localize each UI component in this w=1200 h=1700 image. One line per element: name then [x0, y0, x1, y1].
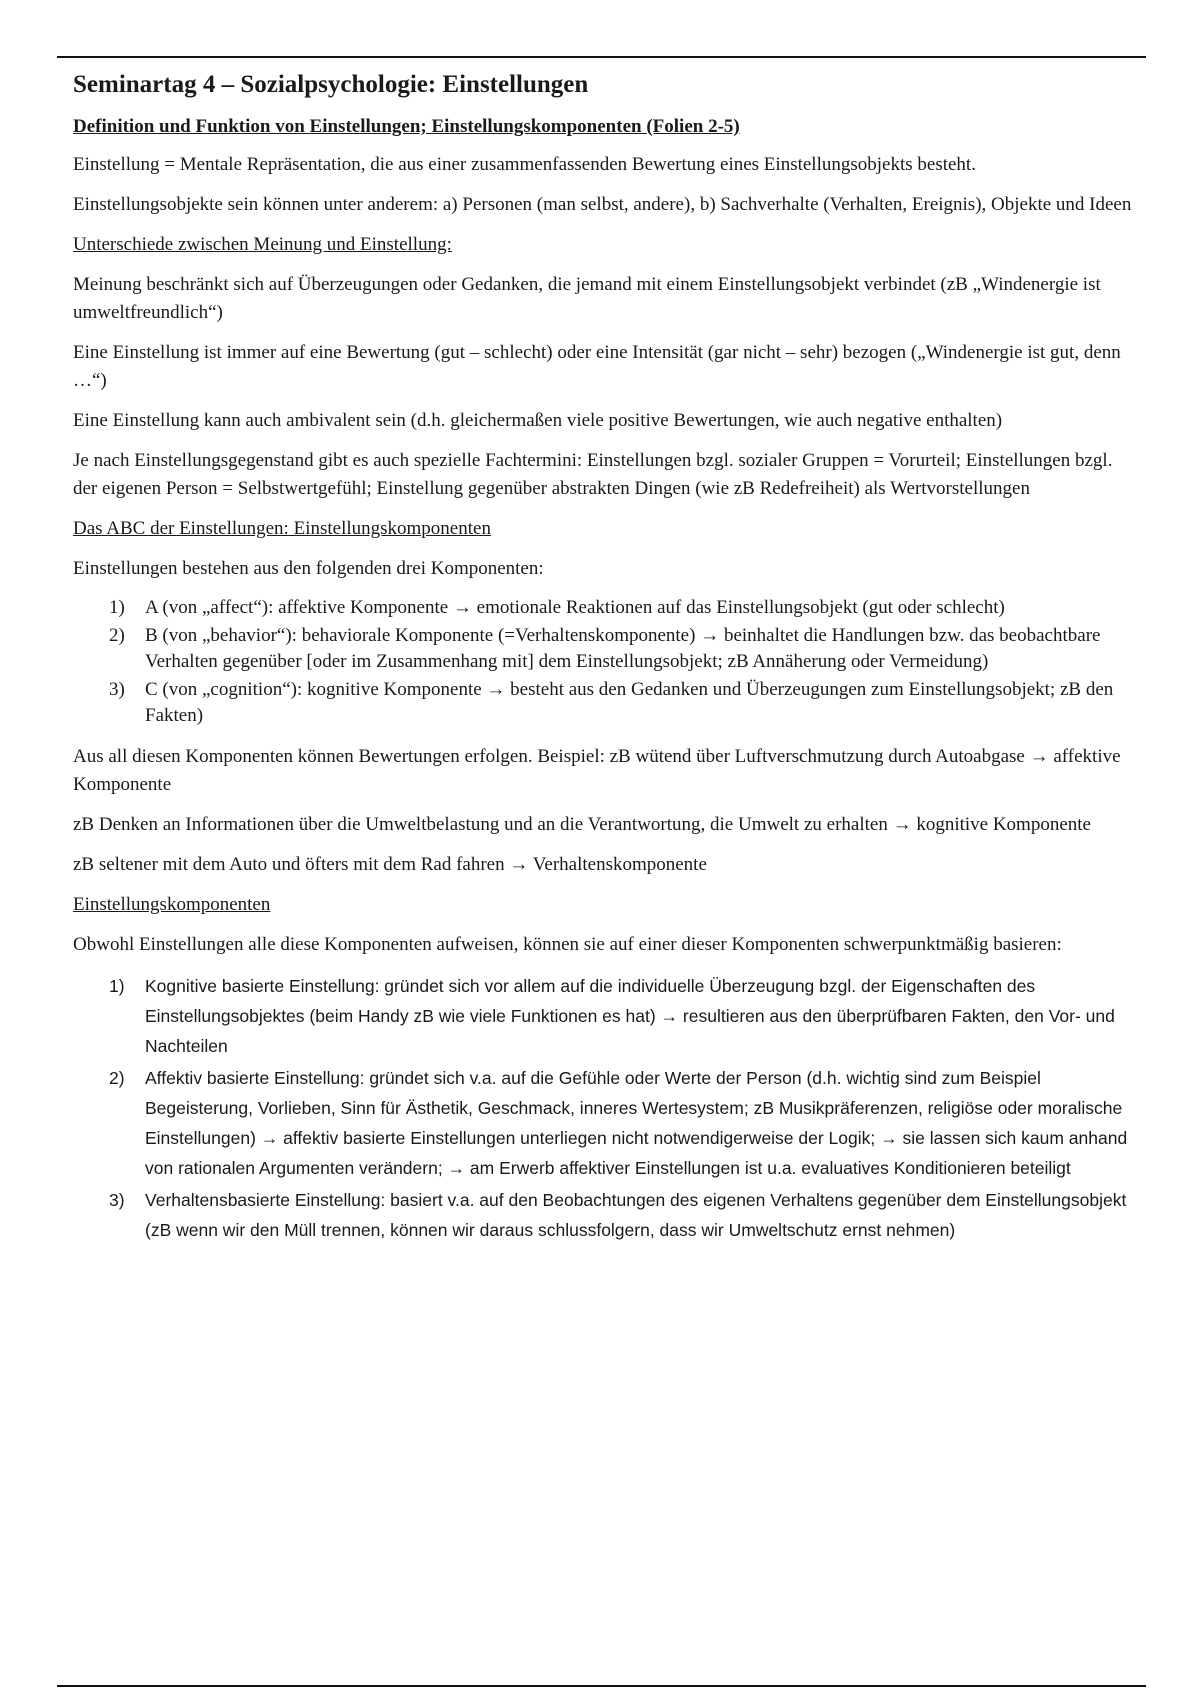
- top-rule: [57, 56, 1146, 58]
- subheading-abc: Das ABC der Einstellungen: Einstellungskomponenten: [73, 518, 491, 539]
- section-heading: Definition und Funktion von Einstellungen; Einstellungskomponenten (Folien 2-5): [73, 116, 740, 137]
- paragraph-opinion: Meinung beschränkt sich auf Überzeugungen oder Gedanken, die jemand mit einem Einstellungsobjekt verbindet (zB „Windenergie ist umweltfreundlich“): [73, 274, 1101, 323]
- paragraph-definition: Einstellung = Mentale Repräsentation, die aus einer zusammenfassenden Bewertung eines Einstellungsobjekts besteht.: [73, 154, 976, 175]
- basis-list: [73, 971, 1133, 1245]
- document-page: [73, 70, 1133, 1259]
- bottom-rule: [57, 1685, 1146, 1687]
- list-number: 2): [109, 625, 125, 646]
- paragraph-example-cognition: zB Denken an Informationen über die Umweltbelastung und an die Verantwortung, die Umwelt zu erhalten → kognitive Komponente: [73, 814, 1091, 835]
- list-number: 1): [109, 597, 125, 618]
- list-text: Verhaltensbasierte Einstellung: basiert v.a. auf den Beobachtungen des eigenen Verhaltens gegenüber dem Einstellungsobjekt (zB wenn wir den Müll trennen, können wir daraus schlussfolgern, dass wir Umweltschutz ernst nehmen): [145, 1190, 1127, 1240]
- list-item: [73, 1063, 1133, 1183]
- list-text: B (von „behavior“): behaviorale Komponente (=Verhaltenskomponente) → beinhaltet die Handlungen bzw. das beobachtbare Verhalten gegenüber [oder im Zusammenhang mit] dem Einstellungsobjekt; zB Annäherung oder Vermeidung): [145, 625, 1101, 672]
- list-item: [73, 971, 1133, 1061]
- list-number: 2): [109, 1068, 125, 1088]
- paragraph-evaluation: Eine Einstellung ist immer auf eine Bewertung (gut – schlecht) oder eine Intensität (gar nicht – sehr) bezogen („Windenergie ist gut, denn …“): [73, 342, 1121, 391]
- page-title: Seminartag 4 – Sozialpsychologie: Einstellungen: [73, 71, 589, 98]
- subheading-components: Einstellungskomponenten: [73, 894, 271, 915]
- paragraph-objects: Einstellungsobjekte sein können unter anderem: a) Personen (man selbst, andere), b) Sachverhalte (Verhalten, Ereignis), Objekte und Ideen: [73, 194, 1132, 215]
- list-number: 3): [109, 679, 125, 700]
- paragraph-ambivalent: Eine Einstellung kann auch ambivalent sein (d.h. gleichermaßen viele positive Bewertungen, wie auch negative enthalten): [73, 410, 1003, 431]
- paragraph-components-intro: Einstellungen bestehen aus den folgenden drei Komponenten:: [73, 558, 544, 579]
- paragraph-example-behavior: zB seltener mit dem Auto und öfters mit dem Rad fahren → Verhaltenskomponente: [73, 854, 707, 875]
- list-number: 1): [109, 976, 125, 996]
- paragraph-example-affect: Aus all diesen Komponenten können Bewertungen erfolgen. Beispiel: zB wütend über Luftverschmutzung durch Autoabgase → affektive Komponente: [73, 746, 1121, 795]
- list-item: [73, 623, 1133, 675]
- paragraph-basis: Obwohl Einstellungen alle diese Komponenten aufweisen, können sie auf einer dieser Komponenten schwerpunktmäßig basieren:: [73, 934, 1062, 955]
- list-text: C (von „cognition“): kognitive Komponente → besteht aus den Gedanken und Überzeugungen zum Einstellungsobjekt; zB den Fakten): [145, 679, 1114, 726]
- abc-list: [73, 595, 1133, 729]
- list-text: Affektiv basierte Einstellung: gründet sich v.a. auf die Gefühle oder Werte der Person (d.h. wichtig sind zum Beispiel Begeisterung, Vorlieben, Sinn für Ästhetik, Geschmack, inneres Wertesystem; zB Musikpräferenzen, religiöse oder moralische Einstellungen) → affektiv basierte Einstellungen unterliegen nicht notwendigerweise der Logik; → sie lassen sich kaum anhand von rationalen Argumenten verändern; → am Erwerb affektiver Einstellungen ist u.a. evaluatives Konditionieren beteiligt: [145, 1068, 1128, 1178]
- list-text: Kognitive basierte Einstellung: gründet sich vor allem auf die individuelle Überzeugung bzgl. der Eigenschaften des Einstellungsobjektes (beim Handy zB wie viele Funktionen es hat) → resultieren aus den überprüfbaren Fakten, den Vor- und Nachteilen: [145, 976, 1115, 1056]
- subheading-opinion-vs-attitude: Unterschiede zwischen Meinung und Einstellung:: [73, 234, 452, 255]
- paragraph-terminology: Je nach Einstellungsgegenstand gibt es auch spezielle Fachtermini: Einstellungen bzgl. sozialer Gruppen = Vorurteil; Einstellungen bzgl. der eigenen Person = Selbstwertgefühl; Einstellung gegenüber abstrakten Dingen (wie zB Redefreiheit) als Wertvorstellungen: [73, 450, 1113, 499]
- list-text: A (von „affect“): affektive Komponente → emotionale Reaktionen auf das Einstellungsobjekt (gut oder schlecht): [145, 597, 1005, 618]
- list-number: 3): [109, 1190, 125, 1210]
- list-item: [73, 1185, 1133, 1245]
- list-item: [73, 677, 1133, 729]
- list-item: [73, 595, 1133, 621]
